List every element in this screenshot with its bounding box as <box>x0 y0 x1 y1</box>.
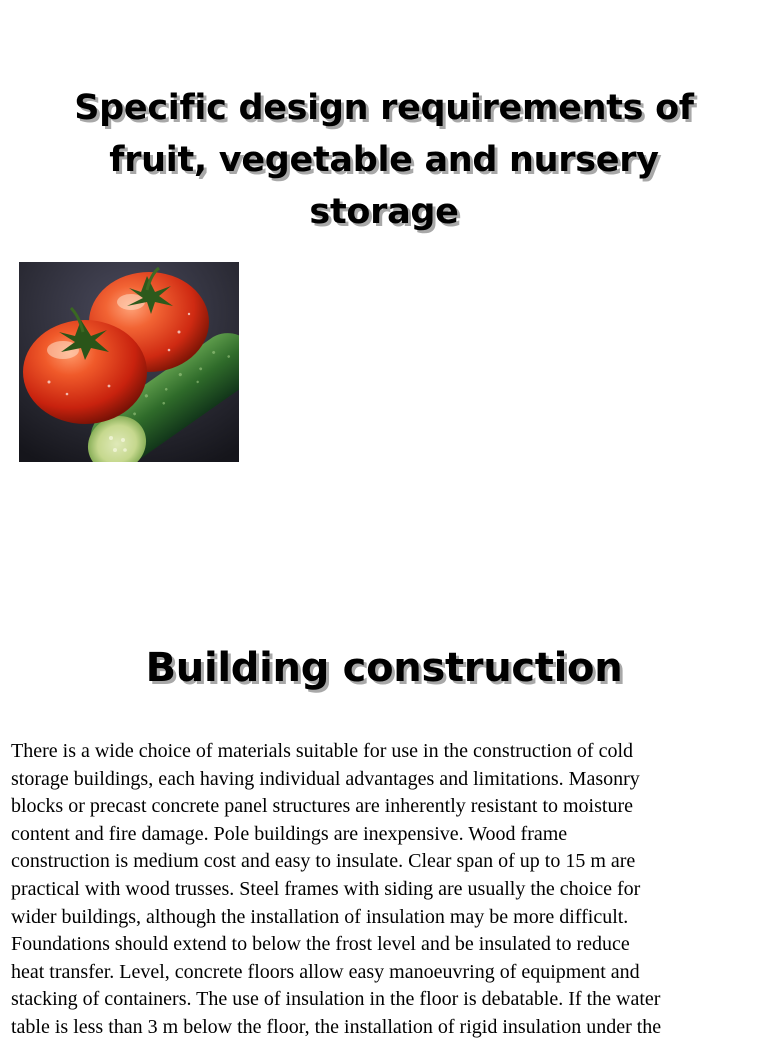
body-line: storage buildings, each having individual advantages and limitations. Masonry <box>11 767 640 790</box>
body-line: content and fire damage. Pole buildings are inexpensive. Wood frame <box>11 822 568 845</box>
slide-title-line: storage <box>309 192 459 232</box>
slide-title-line: fruit, vegetable and nursery <box>109 140 659 180</box>
body-paragraph <box>11 738 763 1042</box>
slide-title-line: Specific design requirements of <box>74 88 694 128</box>
tomatoes-and-cucumber-photo <box>19 262 239 462</box>
body-line: construction is medium cost and easy to insulate. Clear span of up to 15 m are <box>11 850 636 873</box>
slide-title <box>0 82 768 238</box>
body-line: wider buildings, although the installation of insulation may be more difficult. <box>11 905 629 928</box>
section-title: Building construction <box>145 645 623 691</box>
body-line: blocks or precast concrete panel structures are inherently resistant to moisture <box>11 795 633 818</box>
body-line: stacking of containers. The use of insulation in the floor is debatable. If the water <box>11 988 661 1011</box>
body-line: Foundations should extend to below the frost level and be insulated to reduce <box>11 933 630 956</box>
body-line: practical with wood trusses. Steel frames with siding are usually the choice for <box>11 877 641 900</box>
body-line: heat transfer. Level, concrete floors allow easy manoeuvring of equipment and <box>11 960 640 983</box>
body-line: There is a wide choice of materials suitable for use in the construction of cold <box>11 740 634 762</box>
body-line: table is less than 3 m below the floor, the installation of rigid insulation under the <box>11 1015 662 1038</box>
